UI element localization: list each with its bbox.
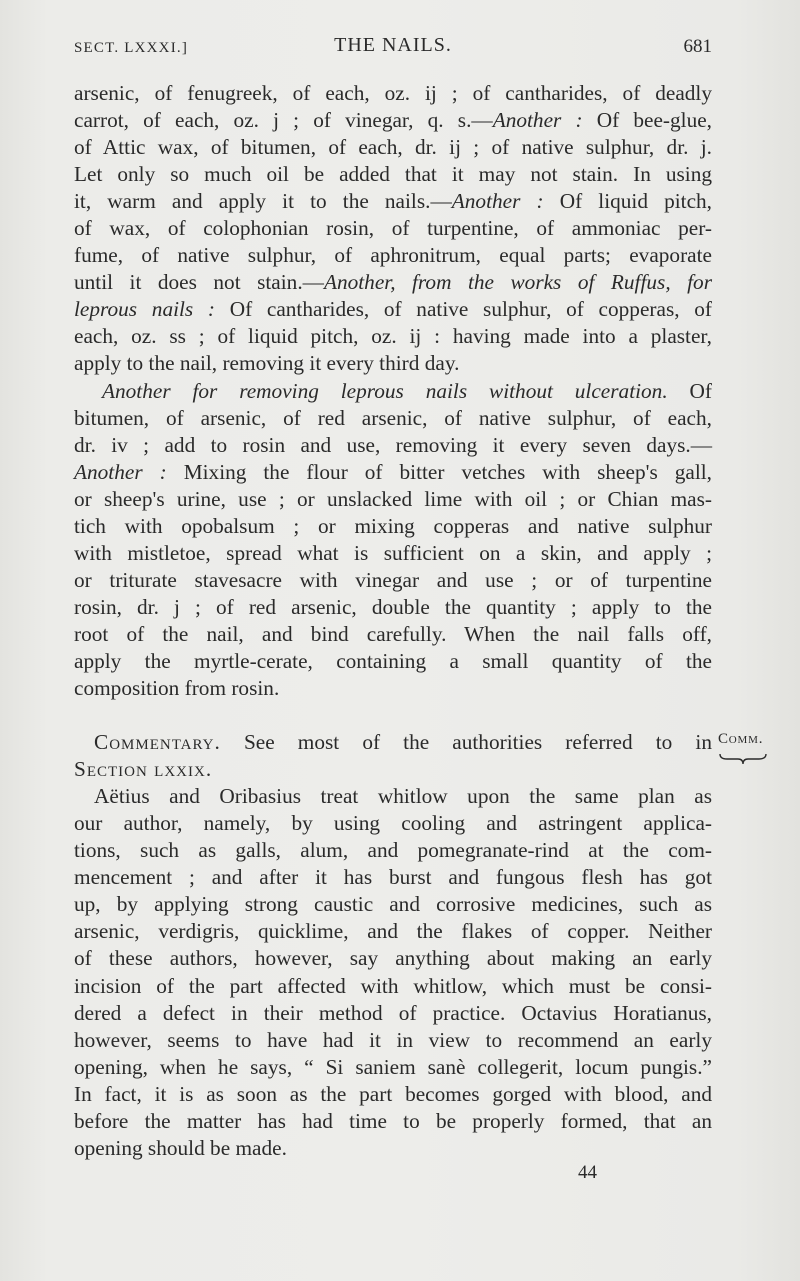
text-line: Aëtius and Oribasius treat whitlow upon the same plan as — [94, 784, 712, 809]
text-line: of wax, of colophonian rosin, of turpentine, of ammoniac per- — [74, 216, 712, 241]
page-number: 681 — [683, 36, 712, 57]
text-line: apply to the nail, removing it every third day. — [74, 351, 460, 376]
margin-note: Comm. — [718, 731, 764, 747]
running-head — [74, 34, 712, 64]
text-line: or triturate stavesacre with vinegar and use ; or of turpentine — [74, 567, 712, 592]
commentary-line: Section lxxix. — [74, 757, 213, 782]
text-line: until it does not stain.—Another, from the works of Ruffus, for — [74, 270, 712, 295]
paragraph-gap — [74, 702, 712, 729]
text-line: arsenic, verdigris, quicklime, and the flakes of copper. Neither — [74, 919, 712, 944]
commentary-line: Commentary. See most of the authorities referred to in — [94, 730, 712, 755]
text-line: carrot, of each, oz. j ; of vinegar, q. s.—Another : Of bee-glue, — [74, 108, 713, 133]
body-text — [74, 80, 712, 1162]
text-line: Another for removing leprous nails without ulceration. Of — [102, 378, 713, 403]
text-line: root of the nail, and bind carefully. When the nail falls off, — [74, 621, 712, 646]
text-line: bitumen, of arsenic, of red arsenic, of native sulphur, of each, — [74, 405, 712, 430]
text-line: apply the myrtle-cerate, containing a small quantity of the — [74, 648, 712, 673]
text-line: or sheep's urine, use ; or unslacked lime with oil ; or Chian mas- — [74, 486, 712, 511]
text-line: before the matter has had time to be properly formed, that an — [74, 1108, 712, 1133]
text-line: incision of the part affected with whitlow, which must be consi- — [74, 973, 712, 998]
text-line: dr. iv ; add to rosin and use, removing it every seven days.— — [74, 432, 712, 457]
text-line: up, by applying strong caustic and corrosive medicines, such as — [74, 892, 712, 917]
text-line: tich with opobalsum ; or mixing copperas and native sulphur — [74, 513, 712, 538]
text-line: however, seems to have had it in view to recommend an early — [74, 1027, 712, 1052]
text-line: mencement ; and after it has burst and fungous flesh has got — [74, 865, 712, 890]
text-line: it, warm and apply it to the nails.—Another : Of liquid pitch, — [74, 189, 713, 214]
text-line: Let only so much oil be added that it may not stain. In using — [74, 162, 712, 187]
section-label: SECT. LXXXI.] — [74, 40, 189, 56]
text-line: rosin, dr. j ; of red arsenic, double the quantity ; apply to the — [74, 594, 712, 619]
signature-mark: 44 — [578, 1162, 597, 1183]
text-line: of Attic wax, of bitumen, of each, dr. ij ; of native sulphur, dr. j. — [74, 135, 712, 160]
text-line: opening, when he says, “ Si saniem sanè collegerit, locum pungis.” — [74, 1054, 712, 1079]
text-line: opening should be made. — [74, 1135, 287, 1160]
text-line: tions, such as galls, alum, and pomegranate-rind at the com- — [74, 838, 712, 863]
text-line: our author, namely, by using cooling and astringent applica- — [74, 811, 712, 836]
text-line: of these authors, however, say anything about making an early — [74, 946, 712, 971]
commentary-heading: Commentary. — [94, 730, 221, 755]
text-line: leprous nails : Of cantharides, of native sulphur, of copperas, of — [74, 297, 712, 322]
page-title: THE NAILS. — [334, 34, 452, 56]
brace-icon — [719, 752, 767, 766]
text-line: dered a defect in their method of practice. Octavius Horatianus, — [74, 1000, 712, 1025]
text-line: fume, of native sulphur, of aphronitrum, equal parts; evaporate — [74, 243, 712, 268]
text-line: with mistletoe, spread what is sufficient on a skin, and apply ; — [74, 540, 712, 565]
text-line: In fact, it is as soon as the part becomes gorged with blood, and — [74, 1081, 712, 1106]
text-line: Another : Mixing the flour of bitter vetches with sheep's gall, — [74, 459, 712, 484]
text-line: composition from rosin. — [74, 676, 280, 701]
text-line: arsenic, of fenugreek, of each, oz. ij ; of cantharides, of deadly — [74, 81, 712, 105]
text-line: each, oz. ss ; of liquid pitch, oz. ij : having made into a plaster, — [74, 324, 712, 349]
